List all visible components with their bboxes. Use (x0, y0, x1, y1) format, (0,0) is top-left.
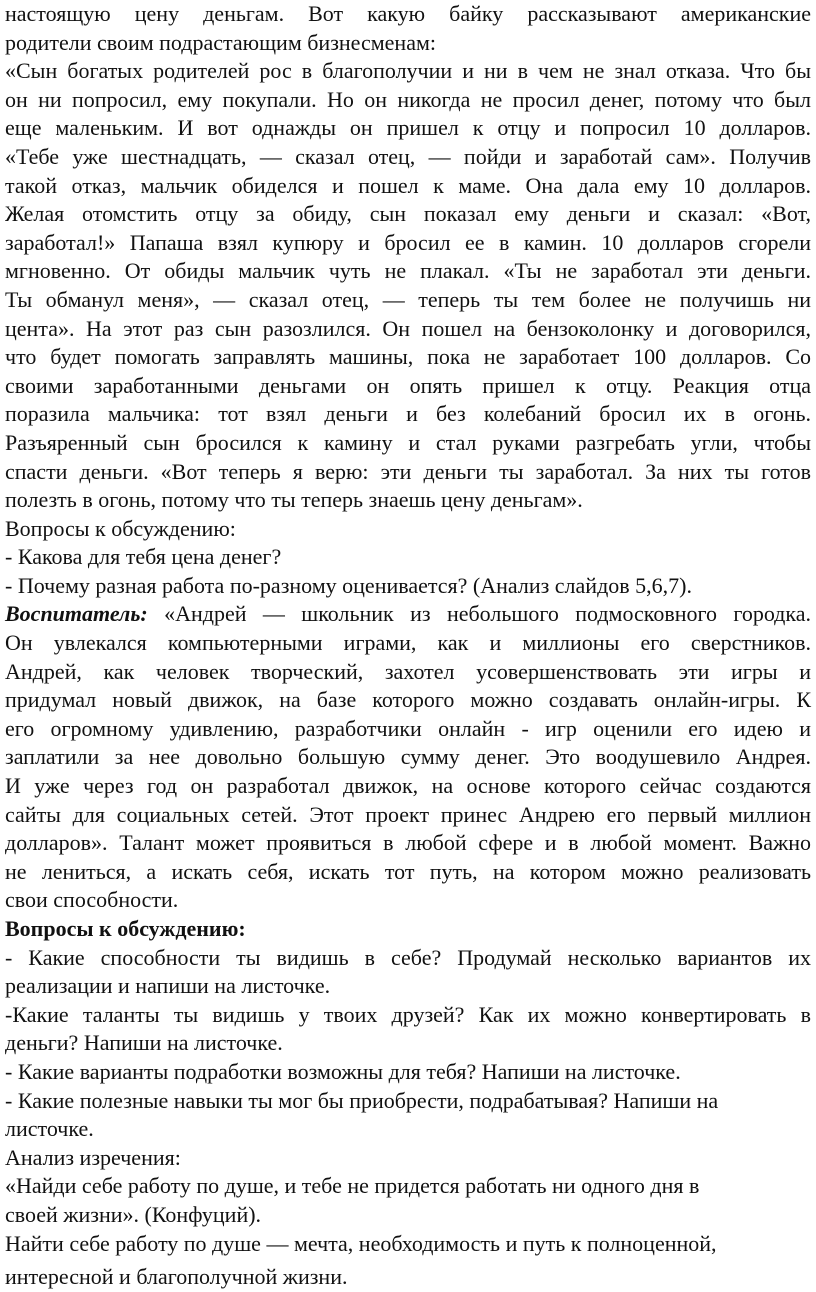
story-paragraph (5, 0, 811, 515)
text-line: еще маленьким. И вот однажды он пришел к отцу и попросил 10 долларов. (5, 115, 811, 141)
text-line: мгновенно. От обиды мальчик чуть не плакал. «Ты не заработал эти деньги. (5, 258, 811, 284)
text-line: заплатили за нее довольно большую сумму денег. Это воодушевило Андрея. (5, 744, 811, 770)
conclusion-line: интересной и благополучной жизни. (5, 1264, 348, 1290)
questions-heading: Вопросы к обсуждению: (5, 515, 236, 541)
text-fragment: «Андрей — школьник из небольшого подмосковного городка. (147, 601, 811, 627)
text-line: спасти деньги. «Вот теперь я верю: эти деньги ты заработал. За них ты готов (5, 458, 811, 484)
quote-line: своей жизни». (Конфуций). (5, 1201, 262, 1227)
question-item: - Какова для тебя цена денег? (5, 544, 282, 570)
saying-section (5, 1144, 811, 1292)
text-line: долларов». Талант может проявиться в любой сфере и в любой момент. Важно (5, 830, 811, 856)
text-line: цента». На этот раз сын разозлился. Он пошел на бензоколонку и договорился, (5, 315, 811, 341)
text-line: заработал!» Папаша взял купюру и бросил ее в камин. 10 долларов сгорели (5, 229, 811, 255)
question-item: - Какие варианты подработки возможны для тебя? Напиши на листочке. (5, 1058, 681, 1084)
text-line: «Тебе уже шестнадцать, — сказал отец, — пойди и заработай сам». Получив (5, 143, 811, 169)
text-line: поразила мальчика: тот взял деньги и без колебаний бросил их в огонь. (5, 401, 811, 427)
text-line: родители своим подрастающим бизнесменам: (5, 29, 437, 55)
question-item: - Какие полезные навыки ты мог бы приобрести, подрабатывая? Напиши на (5, 1087, 719, 1113)
text-line: Разъяренный сын бросился к камину и стал руками разгребать угли, чтобы (5, 429, 811, 455)
question-item-continuation: листочке. (5, 1116, 94, 1142)
text-line: сайты для социальных сетей. Этот проект принес Андрею его первый миллион (5, 801, 811, 827)
document-page (5, 0, 811, 1292)
questions-heading: Вопросы к обсуждению: (5, 916, 246, 941)
text-line: он ни попросил, ему покупали. Но он никогда не просил денег, потому что был (5, 86, 811, 112)
text-line: придумал новый движок, на базе которого можно создавать онлайн-игры. К (5, 687, 811, 713)
questions-section-2 (5, 915, 811, 1144)
text-line: И уже через год он разработал движок, на основе которого сейчас создаются (5, 773, 811, 799)
text-line: Желая отомстить отцу за обиду, сын показал ему деньги и сказал: «Вот, (5, 201, 811, 227)
text-line: его огромному удивлению, разработчики онлайн - игр оценили его идею и (5, 715, 811, 741)
text-line: настоящую цену деньгам. Вот какую байку рассказывают американские (5, 1, 811, 26)
text-line: свои способности. (5, 887, 179, 913)
text-line: такой отказ, мальчик обиделся и пошел к маме. Она дала ему 10 долларов. (5, 172, 811, 198)
text-line: не лениться, а искать себя, искать тот путь, на котором можно реализовать (5, 858, 811, 884)
text-line: Ты обманул меня», — сказал отец, — теперь ты тем более не получишь ни (5, 286, 811, 312)
text-line: полезть в огонь, потому что ты теперь знаешь цену деньгам». (5, 487, 583, 513)
question-item: -Какие таланты ты видишь у твоих друзей? Как их можно конвертировать в (5, 1001, 811, 1027)
text-line: что будет помогать заправлять машины, пока не заработает 100 долларов. Со (5, 344, 811, 370)
questions-section-1 (5, 515, 811, 601)
question-item-continuation: реализации и напиши на листочке. (5, 973, 331, 999)
question-item-continuation: деньги? Напиши на листочке. (5, 1030, 283, 1056)
text-line: «Сын богатых родителей рос в благополучии и ни в чем не знал отказа. Что бы (5, 58, 811, 84)
andrey-paragraph (5, 600, 811, 915)
question-item: - Почему разная работа по-разному оценивается? (Анализ слайдов 5,6,7). (5, 572, 692, 598)
quote-line: «Найди себе работу по душе, и тебе не придется работать ни одного дня в (5, 1173, 700, 1199)
speaker-label: Воспитатель: (5, 601, 148, 627)
question-item: - Какие способности ты видишь в себе? Продумай несколько вариантов их (5, 944, 811, 970)
text-line: Он увлекался компьютерными играми, как и миллионы его сверстников. (5, 630, 811, 656)
conclusion-line: Найти себе работу по душе — мечта, необходимость и путь к полноценной, (5, 1230, 717, 1256)
saying-heading: Анализ изречения: (5, 1144, 181, 1170)
text-line: своими заработанными деньгами он опять пришел к отцу. Реакция отца (5, 372, 811, 398)
text-line: Андрей, как человек творческий, захотел усовершенствовать эти игры и (5, 658, 811, 684)
text-line (5, 600, 811, 629)
